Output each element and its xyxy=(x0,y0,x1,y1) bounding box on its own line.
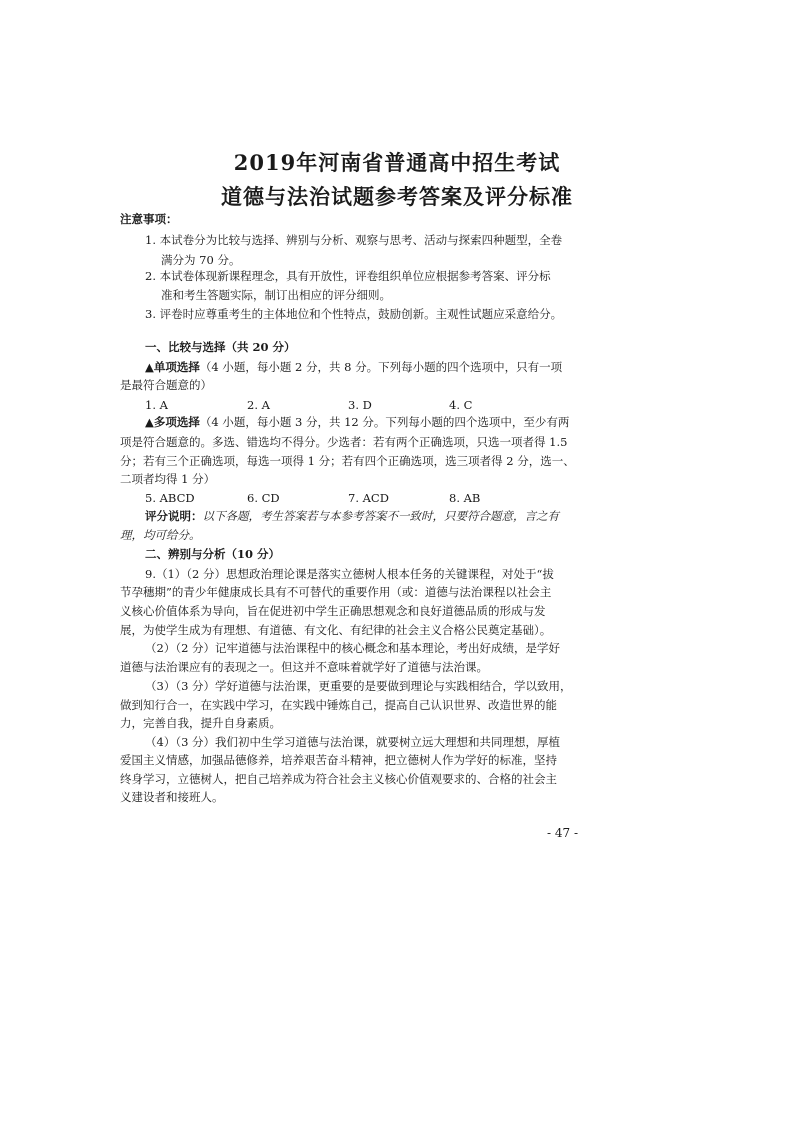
answer-item: 4. C xyxy=(449,398,473,412)
multi-choice-desc-line2: 项是符合题意的。多选、错选均不得分。少选者：若有两个正确选项，只选一项者得 1.5 xyxy=(120,435,568,449)
multi-choice-desc xyxy=(145,414,569,430)
analysis-line: 力，完善自我，提升自身素质。 xyxy=(120,716,281,730)
analysis-line: （2）（2 分）记牢道德与法治课程中的核心概念和基本理论，考出好成绩，是学好 xyxy=(145,641,561,655)
analysis-line: 道德与法治课应有的表现之一。但这并不意味着就学好了道德与法治课。 xyxy=(120,660,488,674)
notice-item: 3. 评卷时应尊重考生的主体地位和个性特点，鼓励创新。主观性试题应采意给分。 xyxy=(145,307,563,321)
notice-item: 2. 本试卷体现新课程理念，具有开放性，评卷组织单位应根据参考答案、评分标 xyxy=(145,269,551,283)
analysis-line: 9.（1）（2 分）思想政治理论课是落实立德树人根本任务的关键课程，对处于“拔 xyxy=(145,567,554,581)
answer-item: 2. A xyxy=(247,398,270,412)
single-choice-desc-line2: 是最符合题意的） xyxy=(120,378,212,392)
analysis-line: 展，为使学生成为有理想、有道德、有文化、有纪律的社会主义合格公民奠定基础）。 xyxy=(120,623,552,637)
answer-item: 7. ACD xyxy=(348,491,389,505)
scoring-note-line2: 理，均可给分。 xyxy=(120,528,201,542)
analysis-line: 终身学习，立德树人，把自己培养成为符合社会主义核心价值观要求的、合格的社会主 xyxy=(120,772,557,786)
analysis-line: 节孕穗期”的青少年健康成长具有不可替代的重要作用（或：道德与法治课程以社会主 xyxy=(120,585,552,599)
multi-choice-label: ▲多项选择 xyxy=(145,415,200,429)
analysis-line: （4）（3 分）我们初中生学习道德与法治课，就要树立远大理想和共同理想，厚植 xyxy=(145,735,561,749)
page-number: - 47 - xyxy=(547,826,579,840)
page-subtitle: 道德与法治试题参考答案及评分标准 xyxy=(221,184,573,209)
notice-item: 1. 本试卷分为比较与选择、辨别与分析、观察与思考、活动与探索四种题型，全卷 xyxy=(145,233,563,247)
section1-heading: 一、比较与选择（共 20 分） xyxy=(145,340,296,354)
page-title: 2019年河南省普通高中招生考试 xyxy=(233,150,561,175)
scoring-note xyxy=(145,508,559,524)
analysis-line: 义核心价值体系为导向，旨在促进初中学生正确思想观念和良好道德品质的形成与发 xyxy=(120,604,546,618)
answer-item: 5. ABCD xyxy=(145,491,195,505)
analysis-line: 爱国主义情感，加强品德修养，培养艰苦奋斗精神，把立德树人作为学好的标准，坚持 xyxy=(120,753,557,767)
analysis-line: 做到知行合一，在实践中学习，在实践中锤炼自己，提高自己认识世界、改造世界的能 xyxy=(120,698,557,712)
section2-heading: 二、辨别与分析（10 分） xyxy=(145,547,281,561)
answer-item: 1. A xyxy=(145,398,168,412)
single-choice-desc xyxy=(145,359,562,375)
answer-item: 6. CD xyxy=(247,491,280,505)
multi-choice-desc-line4: 二项者均得 1 分） xyxy=(120,472,216,486)
multi-choice-desc-line3: 分；若有三个正确选项，每选一项得 1 分；若有四个正确选项，选三项者得 2 分，选一、 xyxy=(120,454,575,468)
notice-heading: 注意事项： xyxy=(120,212,178,226)
single-choice-desc-line1: （4 小题，每小题 2 分，共 8 分。下列每小题的四个选项中，只有一项 xyxy=(199,360,563,374)
multi-choice-desc-line1: （4 小题，每小题 3 分，共 12 分。下列每小题的四个选项中，至少有两 xyxy=(199,415,570,429)
scoring-note-line1: 以下各题，考生答案若与本参考答案不一致时，只要符合题意，言之有 xyxy=(202,509,559,523)
answer-item: 8. AB xyxy=(449,491,481,505)
single-choice-label: ▲单项选择 xyxy=(145,360,200,374)
analysis-line: 义建设者和接班人。 xyxy=(120,790,224,804)
notice-item: 满分为 70 分。 xyxy=(161,253,241,267)
notice-item: 准和考生答题实际，制订出相应的评分细则。 xyxy=(161,288,391,302)
answer-item: 3. D xyxy=(348,398,372,412)
scoring-note-label: 评分说明： xyxy=(145,509,203,523)
analysis-line: （3）（3 分）学好道德与法治课，更重要的是要做到理论与实践相结合，学以致用， xyxy=(145,679,572,693)
